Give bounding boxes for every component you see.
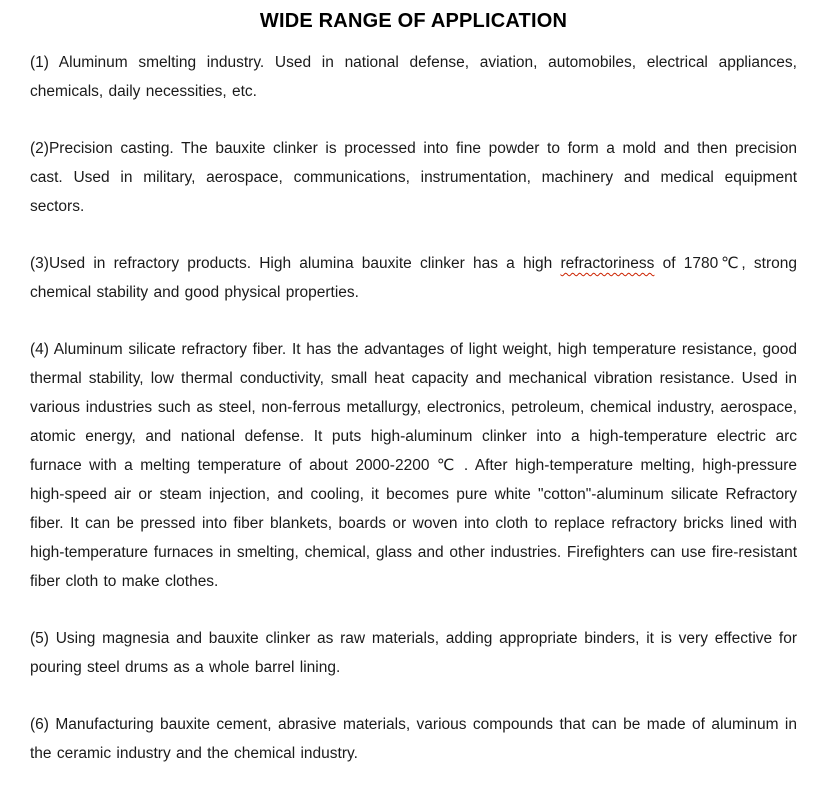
paragraph-1 bbox=[30, 48, 797, 106]
paragraph-6-number: (6) bbox=[30, 716, 49, 733]
paragraph-6-text: Manufacturing bauxite cement, abrasive materials, various compounds that can be made of aluminum in the ceramic industry and the chemical industry. bbox=[30, 716, 797, 762]
paragraph-3-text-before: Used in refractory products. High alumina bauxite clinker has a high bbox=[48, 255, 561, 272]
paragraph-5-text: Using magnesia and bauxite clinker as raw materials, adding appropriate binders, it is very effective for pouring steel drums as a whole barrel lining. bbox=[30, 630, 797, 676]
paragraph-4-number: (4) bbox=[30, 341, 49, 358]
paragraph-2-text: Precision casting. The bauxite clinker is processed into fine powder to form a mold and then precision cast. Used in military, aerospace, communications, instrumentation, machinery and medical equipment sectors. bbox=[30, 140, 797, 215]
paragraph-3-number: (3) bbox=[30, 255, 49, 272]
paragraph-1-text: Aluminum smelting industry. Used in national defense, aviation, automobiles, electrical appliances, chemicals, daily necessities, etc. bbox=[30, 54, 797, 100]
paragraph-6 bbox=[30, 710, 797, 768]
paragraph-2-number: (2) bbox=[30, 140, 49, 157]
paragraph-4 bbox=[30, 335, 797, 596]
paragraph-3 bbox=[30, 249, 797, 307]
paragraph-3-text-after: of 1780℃, strong chemical stability and good physical properties. bbox=[30, 255, 797, 301]
page-title: WIDE RANGE OF APPLICATION bbox=[259, 10, 568, 32]
paragraph-5 bbox=[30, 624, 797, 682]
paragraph-1-number: (1) bbox=[30, 54, 49, 71]
misspelled-word: refractoriness bbox=[560, 255, 655, 272]
paragraph-4-text: Aluminum silicate refractory fiber. It has the advantages of light weight, high temperature resistance, good thermal stability, low thermal conductivity, small heat capacity and mechanical vibration resistance. Used in various industries such as steel, non-ferrous metallurgy, electronics, petroleum, chemical industry, aerospace, atomic energy, and national defense. It puts high-aluminum clinker into a high-temperature electric arc furnace with a melting temperature of about 2000-2200 ℃ . After high-temperature melting, high-pressure high-speed air or steam injection, and cooling, it becomes pure white "cotton"-aluminum silicate Refractory fiber. It can be pressed into fiber blankets, boards or woven into cloth to replace refractory bricks lined with high-temperature furnaces in smelting, chemical, glass and other industries. Firefighters can use fire-resistant fiber cloth to make clothes. bbox=[30, 341, 797, 590]
paragraph-5-number: (5) bbox=[30, 630, 49, 647]
paragraph-2 bbox=[30, 134, 797, 221]
